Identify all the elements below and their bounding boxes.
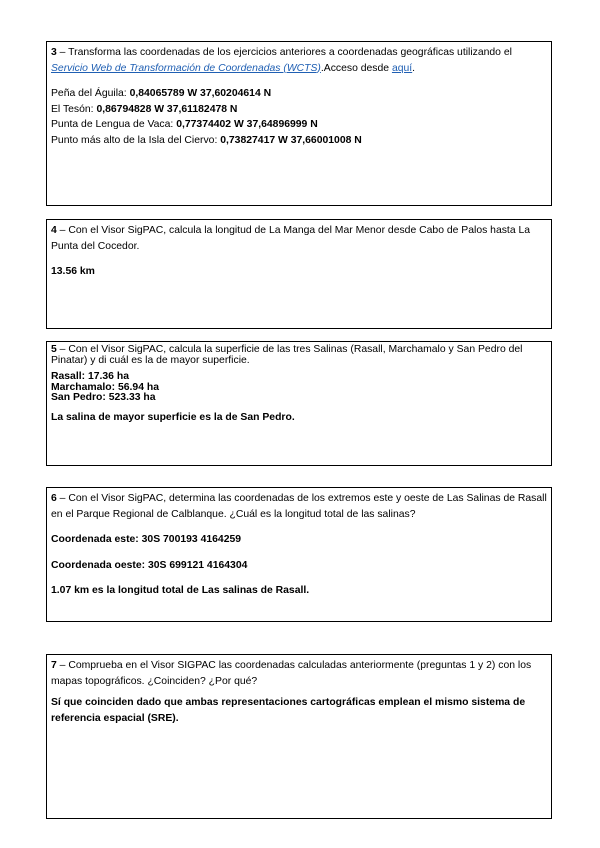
question-number: 6 <box>51 493 57 504</box>
period: . <box>412 62 416 74</box>
question-3-text <box>51 45 547 76</box>
question-7-prompt: Comprueba en el Visor SIGPAC las coordenadas calculadas anteriormente (preguntas 1 y 2) con los mapas topográficos. ¿Coinciden? ¿Por qué? <box>51 660 532 687</box>
coord-value: 0,77374402 W 37,64896999 N <box>176 119 318 130</box>
question-4-text <box>51 223 547 254</box>
coord-row-pena-aguila <box>51 86 547 102</box>
question-number: 5 <box>51 344 57 355</box>
question-7-box <box>46 654 552 819</box>
coord-label: El Tesón: <box>51 103 97 115</box>
dash: – <box>56 47 69 58</box>
question-4-prompt: Con el Visor SigPAC, calcula la longitud de La Manga del Mar Menor desde Cabo de Palos hasta La Punta del Cocedor. <box>51 225 531 252</box>
question-6-box <box>46 487 552 622</box>
question-number: 7 <box>51 660 57 671</box>
coord-value: 0,86794828 W 37,61182478 N <box>96 103 238 115</box>
coord-row-lengua-vaca <box>51 117 547 133</box>
question-5-conclusion: La salina de mayor superficie es la de San Pedro. <box>51 411 295 423</box>
dash: – <box>56 660 69 671</box>
coord-value: 0,73827417 W 37,66001008 N <box>220 134 362 146</box>
west-coordinate: Coordenada oeste: 30S 699121 4164304 <box>51 559 248 571</box>
salina-marchamalo-area: Marchamalo: 56.94 ha <box>51 381 159 393</box>
question-4-box <box>46 219 552 329</box>
wcts-service-link[interactable]: Servicio Web de Transformación de Coordenadas (WCTS) <box>51 62 321 74</box>
coord-row-teson <box>51 102 547 118</box>
east-coordinate: Coordenada este: 30S 700193 4164259 <box>51 534 242 545</box>
question-3-prompt: Transforma las coordenadas de los ejercicios anteriores a coordenadas geográficas utilizando el <box>68 47 512 58</box>
coord-row-isla-ciervo <box>51 133 547 149</box>
coord-label: Punto más alto de la Isla del Ciervo: <box>51 134 221 146</box>
dash: – <box>56 493 69 504</box>
total-length: 1.07 km es la longitud total de Las salinas de Rasall. <box>51 585 310 596</box>
coord-label: Punta de Lengua de Vaca: <box>51 119 177 130</box>
coord-label: Peña del Águila: <box>51 88 130 99</box>
question-4-answer: 13.56 km <box>51 266 95 277</box>
question-7-text <box>51 658 547 689</box>
salina-rasall-area: Rasall: 17.36 ha <box>51 371 129 382</box>
question-number: 3 <box>51 47 57 58</box>
question-5-prompt: Con el Visor SigPAC, calcula la superficie de las tres Salinas (Rasall, Marchamalo y San Pedro del Pinatar) y di cuál es la de mayor superficie. <box>51 344 523 366</box>
salina-san-pedro-area: San Pedro: 523.33 ha <box>51 392 156 403</box>
dash: – <box>56 225 69 236</box>
question-5-text <box>51 345 547 366</box>
coord-value: 0,84065789 W 37,60204614 N <box>129 88 272 99</box>
dash: – <box>56 344 69 355</box>
question-7-answer: Sí que coinciden dado que ambas representaciones cartográficas emplean el mismo sistema de referencia espacial (SRE). <box>51 697 526 724</box>
question-6-prompt: Con el Visor SigPAC, determina las coordenadas de los extremos este y oeste de Las Salinas de Rasall en el Parque Regional de Calblanque. ¿Cuál es la longitud total de las salinas? <box>51 493 547 520</box>
question-3-box <box>46 41 552 206</box>
here-link[interactable]: aquí <box>391 62 413 74</box>
question-5-box <box>46 341 552 466</box>
question-6-text <box>51 491 547 522</box>
question-number: 4 <box>51 225 57 236</box>
access-text: .Acceso desde <box>320 62 392 74</box>
